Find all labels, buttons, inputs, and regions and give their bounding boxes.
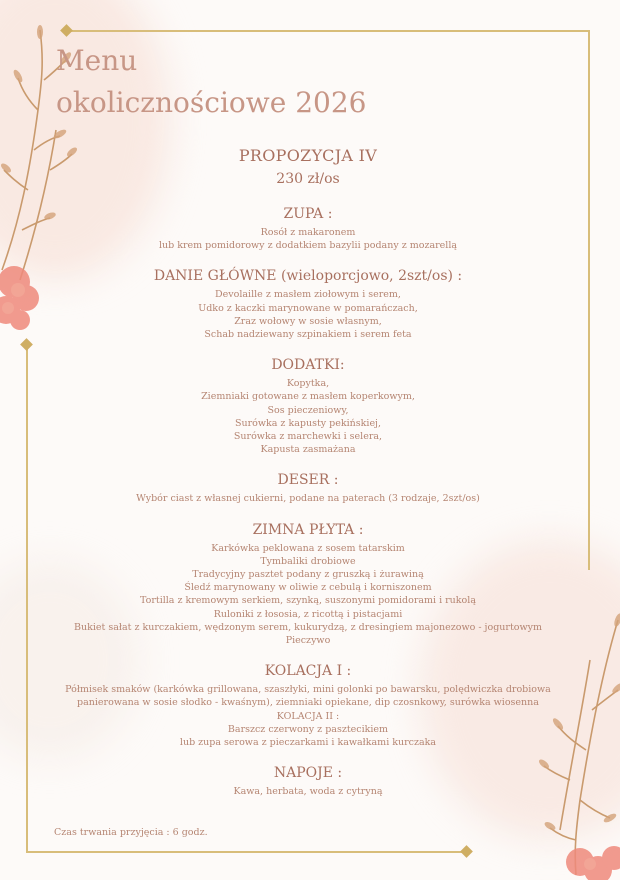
menu-item: lub krem pomidorowy z dodatkiem bazylii podany z mozarellą [158,240,458,252]
frame-left-line [26,344,28,852]
section-danie-glowne [40,266,576,341]
frame-right-line [588,30,590,570]
menu-item: Kapusta zasmażana [260,444,356,456]
offer-name: PROPOZYCJA IV [238,146,378,165]
section-napoje [40,763,576,798]
offer-price: 230 zł/os [276,171,340,187]
section-deser [40,470,576,505]
frame-bottom-line [26,851,466,853]
menu-item: Udko z kaczki marynowane w pomarańczach, [198,302,418,314]
menu-item: Zraz wołowy w sosie własnym, [234,315,382,327]
section-title: KOLACJA I : [264,663,352,680]
section-zimna-plyta [40,520,576,648]
duration-note: Czas trwania przyjęcia : 6 godz. [54,827,208,838]
frame-diamond-bottom [460,845,473,858]
menu-item: Rosół z makaronem [260,227,356,238]
menu-item: Tortilla z kremowym serkiem, szynką, suszonymi pomidorami i rukolą [140,595,476,607]
menu-title-line-1: Menu [56,44,138,77]
menu-item: Kawa, herbata, woda z cytryną [233,786,383,798]
menu-content [40,144,576,812]
menu-item: Schab nadziewany szpinakiem i serem feta [204,329,412,341]
menu-item: Wybór ciast z własnej cukierni, podane na paterach (3 rodzaje, 2szt/os) [136,493,480,505]
menu-item: Bukiet sałat z kurczakiem, wędzonym serem, kukurydzą, z dresingiem majonezowo - jogurtowym [73,621,543,633]
frame-top-line [66,30,590,32]
menu-item: Tradycyjny pasztet podany z gruszką i żurawiną [192,569,424,581]
menu-item: Surówka z kapusty pekińskiej, [234,417,382,429]
menu-item: Tymbaliki drobiowe [260,555,356,567]
section-title: NAPOJE : [273,765,343,782]
menu-item: lub zupa serowa z pieczarkami i kawałkami kurczaka [179,737,437,749]
menu-item: Ziemniaki gotowane z masłem koperkowym, [201,391,415,403]
menu-title [56,40,366,124]
section-title: ZIMNA PŁYTA : [252,521,364,538]
menu-item: panierowana w sosie słodko - kwaśnym), ziemniaki opiekane, dip czosnkowy, surówka wiosenna [77,697,539,709]
section-title: DESER : [277,472,339,489]
menu-item: Ruloniki z łososia, z ricottą i pistacjami [213,608,403,620]
section-title: DODATKI: [271,357,345,374]
menu-title-line-2: okolicznościowe 2026 [56,86,367,119]
section-kolacja [40,661,576,749]
menu-item: Devolaille z masłem ziołowym i serem, [215,289,401,301]
menu-item: Pieczywo [285,635,331,647]
menu-item: Śledź marynowany w oliwie z cebulą i korniszonem [184,582,432,594]
menu-item: Kopytka, [286,378,330,390]
menu-item: Karkówka peklowana z sosem tatarskim [211,542,405,554]
menu-item: Sos pieczeniowy, [267,404,349,416]
menu-item: Surówka z marchewki i selera, [233,431,383,443]
menu-item: Barszcz czerwony z pasztecikiem [227,723,389,735]
menu-item: Półmisek smaków (karkówka grillowana, szaszłyki, mini golonki po bawarsku, polędwiczka drobiowa [65,684,551,696]
section-title: ZUPA : [283,206,333,222]
sub-section-title: KOLACJA II : [276,710,340,722]
section-dodatki [40,355,576,456]
section-zupa [40,204,576,252]
section-title: DANIE GŁÓWNE (wieloporcjowo, 2szt/os) : [153,268,463,285]
